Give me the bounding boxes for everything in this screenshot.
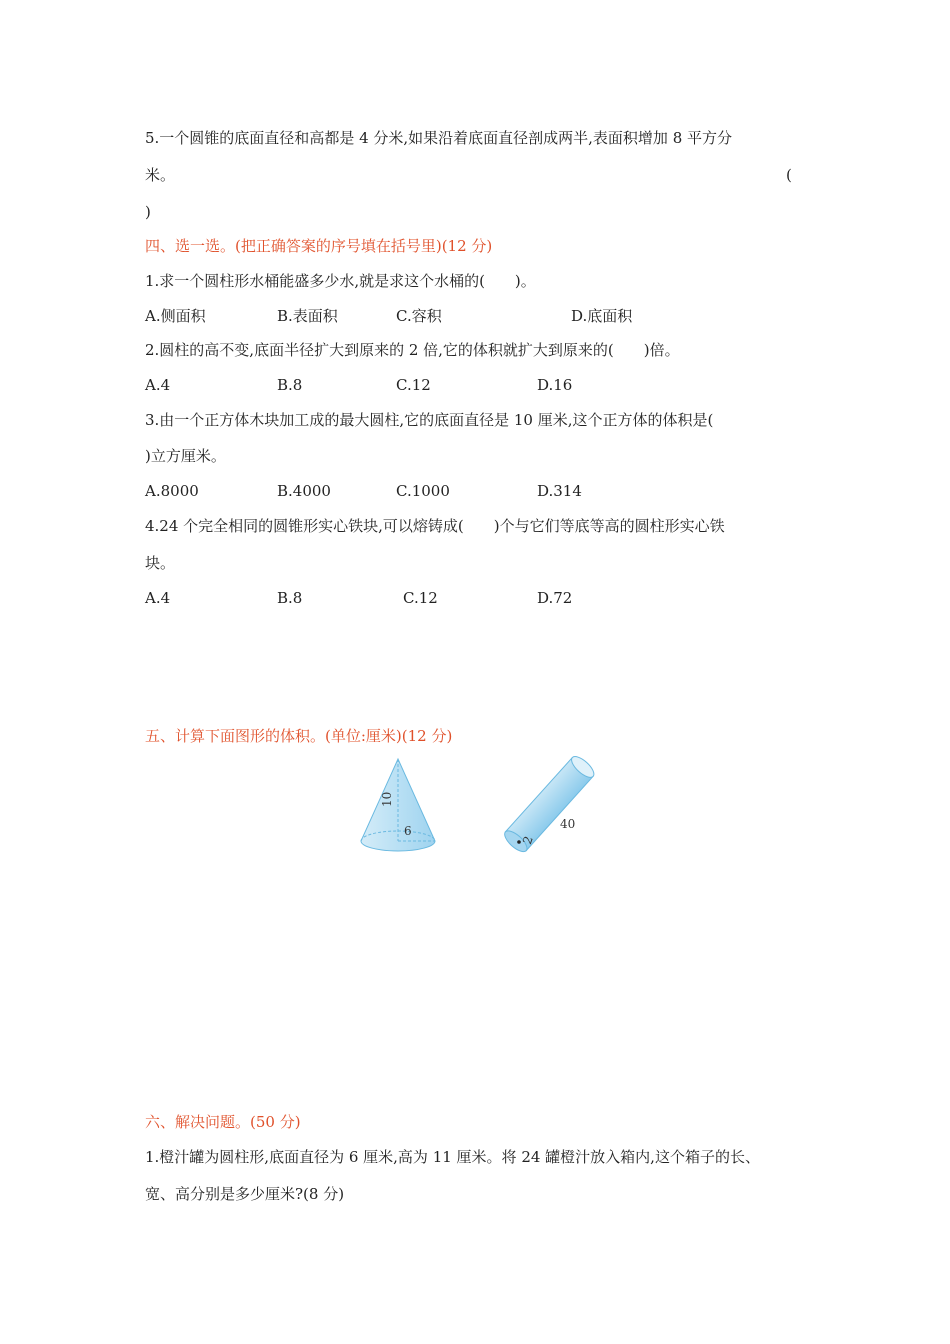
section-5-heading: 五、计算下面图形的体积。(单位:厘米)(12 分) xyxy=(145,727,453,745)
q4-item1-text: 1.求一个圆柱形水桶能盛多少水,就是求这个水桶的( )。 xyxy=(145,272,536,290)
cone-figure xyxy=(355,755,445,860)
cone-height-label: 10 xyxy=(380,791,394,807)
q3-item5-line2: 米。 xyxy=(145,166,176,184)
q4-item1-option-c: C.容积 xyxy=(396,307,442,325)
q6-item1-line1: 1.橙汁罐为圆柱形,底面直径为 6 厘米,高为 11 厘米。将 24 罐橙汁放入箱内,这个箱子的长、 xyxy=(145,1148,760,1166)
q4-item4-text: 4.24 个完全相同的圆锥形实心铁块,可以熔铸成( )个与它们等底等高的圆柱形实心铁 xyxy=(145,517,725,535)
q4-item4-option-d: D.72 xyxy=(537,589,573,607)
q4-item2-option-a: A.4 xyxy=(145,376,171,394)
section-6-heading: 六、解决问题。(50 分) xyxy=(145,1113,301,1131)
cylinder-figure xyxy=(498,752,598,862)
q3-item5-paren-open: ( xyxy=(786,166,792,184)
q4-item4-option-a: A.4 xyxy=(145,589,171,607)
q4-item3-text2: )立方厘米。 xyxy=(145,447,226,465)
q4-item3-option-d: D.314 xyxy=(537,482,582,500)
q4-item4-option-b: B.8 xyxy=(277,589,303,607)
q4-item4-text2: 块。 xyxy=(145,554,176,572)
q4-item3-option-b: B.4000 xyxy=(277,482,331,500)
cylinder-radius-label: 2 xyxy=(520,834,536,847)
q4-item3-option-c: C.1000 xyxy=(396,482,450,500)
cylinder-length-label: 40 xyxy=(560,817,576,831)
q4-item3-text: 3.由一个正方体木块加工成的最大圆柱,它的底面直径是 10 厘米,这个正方体的体积是( xyxy=(145,411,714,429)
q4-item1-option-d: D.底面积 xyxy=(571,307,633,325)
q4-item4-option-c: C.12 xyxy=(403,589,438,607)
q3-item5-line1: 5.一个圆锥的底面直径和高都是 4 分米,如果沿着底面直径剖成两半,表面积增加 8 平方分 xyxy=(145,129,733,147)
q4-item1-option-a: A.侧面积 xyxy=(145,307,206,325)
q4-item2-option-b: B.8 xyxy=(277,376,303,394)
section-4-heading: 四、选一选。(把正确答案的序号填在括号里)(12 分) xyxy=(145,237,493,255)
cone-radius-label: 6 xyxy=(404,824,412,838)
q4-item2-option-c: C.12 xyxy=(396,376,431,394)
q4-item3-option-a: A.8000 xyxy=(145,482,199,500)
q6-item1-line2: 宽、高分别是多少厘米?(8 分) xyxy=(145,1185,345,1203)
q4-item2-option-d: D.16 xyxy=(537,376,573,394)
q4-item2-text: 2.圆柱的高不变,底面半径扩大到原来的 2 倍,它的体积就扩大到原来的( )倍。 xyxy=(145,341,680,359)
q4-item1-option-b: B.表面积 xyxy=(277,307,338,325)
q3-item5-paren-close: ) xyxy=(145,203,151,221)
